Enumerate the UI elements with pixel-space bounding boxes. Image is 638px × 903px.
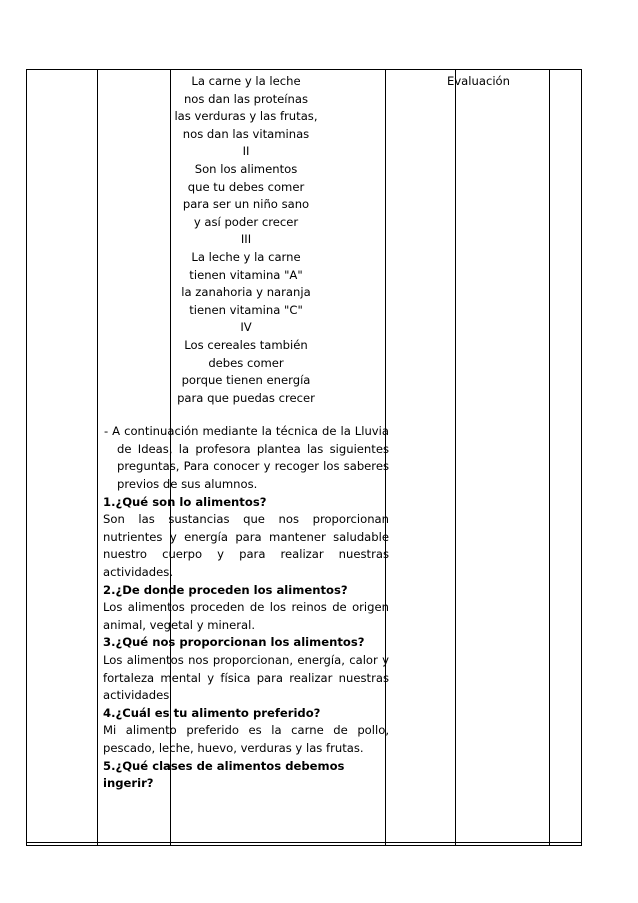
poem-line: nos dan las vitaminas <box>182 126 310 141</box>
poem-line: debes comer <box>208 355 284 370</box>
poem-line: La leche y la carne <box>191 249 301 264</box>
poem-line: Son los alimentos <box>194 161 298 176</box>
question: 3.¿Qué nos proporcionan los alimentos? <box>103 635 365 650</box>
poem-line: IV <box>240 320 252 335</box>
question: 5.¿Qué clases de alimentos debemos ingerir? <box>103 758 345 791</box>
table-bottom-border <box>27 842 581 843</box>
question: 4.¿Cuál es tu alimento preferido? <box>103 705 321 720</box>
column-5 <box>549 70 579 845</box>
poem-line: porque tienen energía <box>181 373 311 388</box>
answer: Los alimentos nos proporcionan, energía, calor y fortaleza mental y física para realizar nuestras actividades <box>103 653 389 703</box>
poem-line: que tu debes comer <box>187 179 305 194</box>
poem <box>103 73 389 407</box>
intro-paragraph: - A continuación mediante la técnica de la Lluvia de Ideas, la profesora plantea las siguientes preguntas, Para conocer y recoger los saberes previos de sus alumnos. <box>104 424 389 492</box>
evaluation-label: Evaluación <box>447 74 511 88</box>
poem-line: Los cereales también <box>184 337 308 352</box>
poem-line: nos dan las proteínas <box>183 91 309 106</box>
answer: Los alimentos proceden de los reinos de origen animal, vegetal y mineral. <box>103 600 389 632</box>
lesson-table <box>26 69 582 846</box>
answer: Son las sustancias que nos proporcionan nutrientes y energía para mantener saludable nuestro cuerpo y para realizar nuestras actividades. <box>103 512 389 580</box>
question-list <box>103 494 389 793</box>
column-evaluation <box>455 70 550 845</box>
poem-line: tienen vitamina "C" <box>189 302 303 317</box>
column-1 <box>27 70 98 845</box>
poem-line: la zanahoria y naranja <box>181 285 311 300</box>
poem-line: tienen vitamina "A" <box>189 267 303 282</box>
poem-line: La carne y la leche <box>191 74 301 88</box>
poem-line: para que puedas crecer <box>177 390 315 405</box>
poem-line: III <box>240 232 252 247</box>
answer: Mi alimento preferido es la carne de pollo, pescado, leche, huevo, verduras y las frutas. <box>103 723 389 755</box>
activities-cell <box>103 73 389 793</box>
poem-line: y así poder crecer <box>193 214 299 229</box>
poem-line: las verduras y las frutas, <box>174 109 318 124</box>
poem-line: II <box>242 144 250 159</box>
question: 1.¿Qué son lo alimentos? <box>103 494 267 509</box>
column-3 <box>385 70 456 845</box>
poem-line: para ser un niño sano <box>182 197 310 212</box>
question: 2.¿De donde proceden los alimentos? <box>103 582 348 597</box>
